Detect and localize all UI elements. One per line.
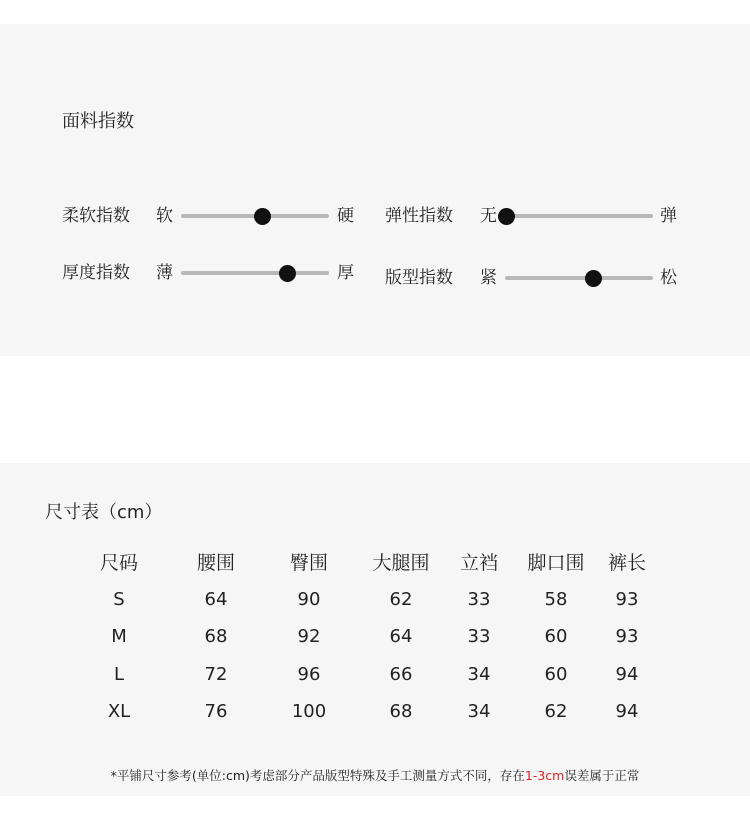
fabric-index-title: 面料指数 — [62, 111, 134, 132]
fabric-index-label: 厚度指数 — [62, 263, 130, 283]
size-table-cell: 60 — [544, 664, 568, 685]
size-table-cell: 58 — [544, 589, 568, 610]
fabric-index-max-label: 弹 — [660, 206, 677, 226]
size-table-header-cell: 裤长 — [607, 552, 646, 574]
size-note-prefix: *平铺尺寸参考(单位:cm)考虑部分产品版型特殊及手工测量方式不同，存在 — [110, 768, 525, 783]
size-table-cell: 72 — [204, 664, 228, 685]
fabric-index-min-label: 紧 — [480, 268, 497, 288]
fabric-index-knob — [279, 265, 296, 282]
size-table-cell: 94 — [615, 701, 639, 722]
fabric-index-min-label: 薄 — [156, 263, 173, 283]
size-table-cell: S — [113, 589, 125, 610]
size-note — [0, 766, 750, 784]
size-table-cell: 60 — [544, 626, 568, 647]
fabric-index-knob — [498, 208, 515, 225]
size-table-panel — [0, 463, 750, 796]
fabric-index-panel — [0, 24, 750, 356]
fabric-index-max-label: 硬 — [337, 206, 354, 226]
size-table-title: 尺寸表（cm） — [45, 502, 163, 523]
size-table-cell: 92 — [297, 626, 321, 647]
size-table-header-cell: 腰围 — [196, 552, 235, 574]
size-table-cell: 90 — [297, 589, 321, 610]
size-table-header-cell: 脚口围 — [527, 552, 585, 574]
size-table-cell: 68 — [389, 701, 413, 722]
size-table-cell: 33 — [467, 589, 491, 610]
size-table-cell: 62 — [544, 701, 568, 722]
fabric-index-track — [503, 214, 653, 218]
size-table-cell: 96 — [297, 664, 321, 685]
fabric-index-label: 柔软指数 — [62, 206, 130, 226]
fabric-index-min-label: 无 — [480, 206, 497, 226]
size-table-cell: 94 — [615, 664, 639, 685]
size-note-suffix: 误差属于正常 — [564, 768, 640, 783]
size-table-cell: 62 — [389, 589, 413, 610]
fabric-index-track — [181, 271, 329, 275]
fabric-index-label: 版型指数 — [385, 268, 453, 288]
fabric-index-track — [505, 276, 653, 280]
size-table-cell: 64 — [204, 589, 228, 610]
size-table-cell: 100 — [291, 701, 327, 722]
fabric-index-knob — [585, 270, 602, 287]
fabric-index-min-label: 软 — [156, 206, 173, 226]
fabric-index-knob — [254, 208, 271, 225]
size-table-cell: 93 — [615, 626, 639, 647]
size-table-cell: 68 — [204, 626, 228, 647]
fabric-index-max-label: 厚 — [337, 263, 354, 283]
size-table-cell: 66 — [389, 664, 413, 685]
size-table-cell: 93 — [615, 589, 639, 610]
size-table-cell: L — [113, 664, 125, 685]
fabric-index-label: 弹性指数 — [385, 206, 453, 226]
size-table-cell: 33 — [467, 626, 491, 647]
size-table-header-cell: 立裆 — [459, 552, 498, 574]
size-table-header-cell: 大腿围 — [372, 552, 430, 574]
size-note-highlight: 1-3cm — [524, 768, 565, 783]
size-table-cell: 64 — [389, 626, 413, 647]
fabric-index-max-label: 松 — [660, 268, 677, 288]
size-table-cell: 76 — [204, 701, 228, 722]
size-table-cell: XL — [107, 701, 131, 722]
size-table-cell: M — [111, 626, 127, 647]
size-table-cell: 34 — [467, 701, 491, 722]
size-table-cell: 34 — [467, 664, 491, 685]
size-table-header-cell: 尺码 — [99, 552, 138, 574]
size-table-header-cell: 臀围 — [289, 552, 328, 574]
